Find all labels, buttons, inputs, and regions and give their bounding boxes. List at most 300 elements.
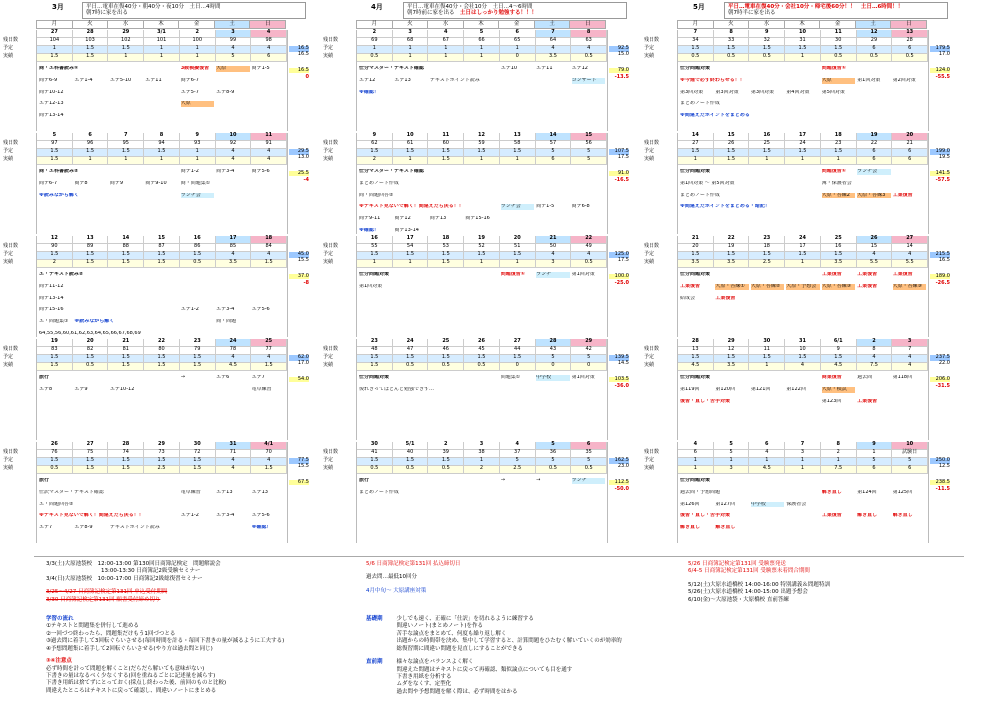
task-entry: エテ5-10	[109, 77, 132, 83]
day-cell: 4	[892, 363, 928, 371]
day-cell: 8	[821, 442, 857, 450]
day-cell: 26	[464, 339, 500, 347]
row-label: 実績	[3, 259, 14, 265]
day-cell: 42	[571, 347, 607, 355]
task-entry: エテ13	[216, 489, 233, 495]
day-cell: 0	[536, 363, 572, 371]
day-cell: 18	[821, 133, 857, 141]
week-tasks	[359, 272, 605, 290]
may-day-header	[677, 20, 927, 29]
day-cell: 1.5	[144, 252, 180, 260]
day-cell: 23	[821, 141, 857, 149]
task-entry: 第4回対策	[786, 89, 810, 95]
week-tasks	[680, 169, 926, 210]
task-entry: 過去問	[857, 375, 873, 380]
row-label: 残日数	[323, 449, 339, 455]
task-entry: ランチ	[572, 478, 605, 484]
day-cell: 1.5	[144, 260, 180, 268]
day-cell: 0.5	[571, 466, 607, 474]
task-entry: 大原	[822, 78, 855, 84]
day-cell: 18	[428, 236, 464, 244]
task-entry: 仕分問題対策	[359, 272, 390, 277]
day-cell: 6	[892, 157, 928, 165]
task-entry: 第125回	[892, 489, 913, 495]
day-cell: 4/1	[251, 442, 287, 450]
day-cell: 1.5	[393, 355, 429, 363]
week-row-real	[678, 260, 928, 268]
day-cell: 86	[180, 244, 216, 252]
task-entry: エテ1-2	[180, 513, 199, 519]
day-cell: 58	[500, 141, 536, 149]
day-cell: 1	[749, 458, 785, 466]
day-cell: 1.5	[108, 458, 144, 466]
day-cell: 4	[892, 355, 928, 363]
day-header-cell: 土	[856, 20, 892, 29]
day-cell: 1.5	[108, 252, 144, 260]
day-cell: 14	[678, 133, 714, 141]
day-cell: 4	[857, 252, 893, 260]
task-entry: ※確認！	[251, 525, 272, 530]
flow-4: ④予想問題集に着手して2回転ぐらいさせる(やり方は過去問と同じ)	[46, 645, 213, 652]
row-label: 残日数	[323, 346, 339, 352]
week-totals	[930, 46, 950, 81]
day-cell: 11	[251, 133, 287, 141]
week-cumulative: 189.0	[930, 274, 950, 280]
week-real-total: 15.5	[297, 256, 309, 263]
day-cell: 79	[180, 347, 216, 355]
day-cell: 1.5	[108, 46, 144, 54]
april-title: 4月	[371, 3, 383, 11]
row-label: 予定	[3, 148, 14, 154]
flow-3: ③過去問に着手して3回転ぐらいさせる(毎回時間を計る・毎回下書きの量が減るように工夫する)	[46, 638, 285, 645]
day-cell: 1	[714, 458, 750, 466]
day-cell: 6	[749, 442, 785, 450]
task-entry: 工業復習	[821, 272, 842, 277]
day-cell: 87	[144, 244, 180, 252]
task-entry: 問題集①	[500, 375, 521, 380]
basic-3: 苦手な論点をまとめて、何度も繰り返し解く	[396, 630, 507, 637]
task-entry: 問題復習①	[821, 66, 846, 71]
may-header-line2: 朝7時半に家を出る	[728, 10, 776, 17]
day-cell: 21	[678, 236, 714, 244]
april-header-box	[403, 2, 627, 19]
task-entry: 商テ9-11	[359, 216, 381, 221]
day-cell: 0.5	[464, 363, 500, 371]
day-cell: 1	[785, 157, 821, 165]
day-cell: 21	[536, 236, 572, 244]
task-entry: 第1回対策	[857, 77, 881, 83]
day-cell: 1.5	[73, 355, 109, 363]
week-tasks	[359, 375, 605, 393]
week-real-total: 17.5	[617, 153, 629, 160]
day-cell: 4	[251, 355, 287, 363]
day-cell: 1	[464, 458, 500, 466]
may-note-1: 5/26 日商簿記検定第131回 受験票発送	[688, 561, 786, 567]
day-cell: 51	[500, 244, 536, 252]
week-tasks	[680, 272, 926, 301]
day-cell: 18	[749, 244, 785, 252]
day-cell: 4	[216, 355, 252, 363]
task-entry: 電卓練習	[180, 489, 201, 495]
day-cell: 56	[571, 141, 607, 149]
day-cell: 1	[678, 157, 714, 165]
day-cell: 1	[180, 46, 216, 54]
day-header-cell: 火	[714, 20, 750, 29]
week-plan-total: 107.5	[609, 149, 629, 155]
task-entry: 商テ13-14	[394, 227, 419, 233]
day-cell: 1	[500, 157, 536, 165]
day-cell: 1	[428, 54, 464, 62]
day-cell: 0.5	[857, 54, 893, 62]
day-cell: 1	[749, 363, 785, 371]
day-cell: 1.5	[428, 260, 464, 268]
row-label: 予定	[323, 354, 334, 360]
task-entry: 商テ8	[74, 180, 88, 186]
day-cell: 4	[749, 450, 785, 458]
may-title: 5月	[693, 3, 705, 11]
week-block	[3, 338, 309, 440]
day-cell: 1.5	[749, 252, 785, 260]
day-cell: 1.5	[144, 363, 180, 371]
week-block	[323, 235, 629, 337]
day-cell: 0.5	[821, 54, 857, 62]
day-cell: 1.5	[180, 252, 216, 260]
day-cell: 102	[108, 38, 144, 46]
task-entry: まとめノート作成	[359, 180, 399, 186]
day-cell: 101	[144, 38, 180, 46]
day-cell: 4	[428, 30, 464, 38]
day-cell: 1.5	[108, 466, 144, 474]
day-cell: 1	[108, 54, 144, 62]
day-cell: 7.5	[821, 466, 857, 474]
row-label: 実績	[644, 465, 655, 471]
day-cell: 1.5	[37, 149, 73, 157]
week-totals	[289, 46, 309, 81]
task-entry: エテ5-6	[251, 513, 270, 519]
week-row-real	[678, 157, 928, 165]
flow-1: ①テキストと問題集を併行して進める	[46, 623, 139, 630]
task-entry: ※テキスト見ないで解く！間違えたら戻る！！	[39, 513, 144, 519]
day-cell: 0.5	[180, 260, 216, 268]
day-cell: 4	[892, 252, 928, 260]
task-entry: 商・エ科書読み②	[39, 169, 79, 174]
day-cell: 1	[678, 458, 714, 466]
row-label: 残日数	[644, 140, 660, 146]
day-cell: 1.5	[785, 355, 821, 363]
day-cell: 2	[464, 466, 500, 474]
day-cell: 1.5	[749, 355, 785, 363]
day-cell: 1.5	[73, 458, 109, 466]
task-entry: 中学校	[751, 502, 784, 508]
row-label: 残日数	[3, 243, 19, 249]
day-cell: 29	[108, 30, 144, 38]
day-cell: 37	[500, 450, 536, 458]
day-cell: 1.5	[428, 149, 464, 157]
day-cell: 5	[536, 355, 572, 363]
day-cell: 3.5	[678, 260, 714, 268]
day-cell: 73	[144, 450, 180, 458]
day-cell: 1	[180, 149, 216, 157]
day-cell: 1.5	[37, 363, 73, 371]
day-cell: 11	[821, 30, 857, 38]
april-note-2: 過去問…最低10回分	[366, 574, 417, 581]
day-cell: 6	[892, 149, 928, 157]
day-cell: 94	[144, 141, 180, 149]
row-label: 残日数	[323, 140, 339, 146]
day-cell: 10	[216, 133, 252, 141]
day-cell: 1.5	[73, 149, 109, 157]
task-entry: 結成会	[680, 295, 696, 301]
day-cell: 1.5	[108, 149, 144, 157]
day-cell: 28	[892, 38, 928, 46]
task-entry: 商業復習	[821, 375, 842, 380]
task-entry: エ・問題集①	[39, 319, 69, 324]
day-cell: 29	[571, 339, 607, 347]
week-tasks	[39, 375, 285, 393]
week-row-real	[37, 260, 287, 268]
task-entry: エテ10	[500, 66, 518, 71]
day-header-cell: 日	[891, 20, 927, 29]
row-label: 予定	[644, 354, 655, 360]
day-cell: 1.5	[821, 355, 857, 363]
day-cell: 0.5	[678, 54, 714, 62]
task-entry: 商テ6-7	[39, 180, 58, 186]
week-block	[644, 29, 950, 131]
day-cell: 4	[216, 157, 252, 165]
day-cell: 29	[857, 38, 893, 46]
week-block	[323, 132, 629, 234]
day-cell: 1.5	[37, 157, 73, 165]
day-cell: 57	[536, 141, 572, 149]
day-cell: 1	[180, 157, 216, 165]
week-block	[323, 441, 629, 543]
day-cell: 1.5	[37, 252, 73, 260]
study-flow-title: 学習の流れ	[46, 616, 74, 622]
day-cell: 61	[393, 141, 429, 149]
task-entry: 工業復習	[892, 272, 913, 277]
week-deficit: 0	[305, 74, 309, 81]
day-cell: 52	[464, 244, 500, 252]
week-cumulative: 37.0	[289, 274, 309, 280]
task-entry: 仕分問題対策	[680, 66, 711, 71]
task-entry: 商テ11-12	[39, 283, 64, 289]
day-header-cell: 木	[464, 20, 500, 29]
day-cell: 2.5	[144, 466, 180, 474]
day-cell: 1.5	[678, 149, 714, 157]
day-cell: 12	[857, 30, 893, 38]
day-cell: 89	[73, 244, 109, 252]
day-cell: 43	[536, 347, 572, 355]
day-cell: 4	[251, 149, 287, 157]
day-cell: 1.5	[785, 252, 821, 260]
day-cell: 1.5	[464, 355, 500, 363]
day-cell: 1.5	[464, 252, 500, 260]
day-cell: 0.5	[37, 466, 73, 474]
week-block	[644, 132, 950, 234]
day-cell: 1	[464, 54, 500, 62]
march-header-line1: 平日…電車在復40分・朝40分・夜10分 土日…4時間	[86, 4, 221, 10]
day-cell: 36	[536, 450, 572, 458]
day-cell: 22	[571, 236, 607, 244]
task-entry: 解き直し	[715, 525, 736, 530]
day-cell: 30	[180, 442, 216, 450]
week-deficit: -36.0	[614, 383, 629, 390]
task-entry: テキストポイント読み	[429, 77, 480, 83]
day-cell: 49	[571, 244, 607, 252]
day-cell: 0.5	[428, 363, 464, 371]
day-cell: 0.5	[73, 363, 109, 371]
task-entry: ※間違えたポイントをまとめる・暗記！	[680, 204, 770, 210]
day-cell: 6	[536, 157, 572, 165]
basic-5: 総復習期に間違い問題を見直しにすることができる	[396, 645, 524, 652]
day-cell: 4	[216, 252, 252, 260]
week-cumulative: 91.0	[609, 171, 629, 177]
task-entry: 工業復習	[715, 295, 736, 301]
march-event-notes	[46, 561, 221, 604]
week-deficit: -4	[303, 177, 309, 184]
week-totals	[609, 355, 629, 390]
day-cell: 3	[216, 30, 252, 38]
march-note-3: 3/4(日)大原池袋校 10:00-17:00 日商簿記2級総復習セミナー	[46, 575, 203, 582]
task-entry: 商テ9	[109, 180, 124, 186]
task-entry: ランチ会	[857, 169, 890, 175]
direct-5: 過去問や予想問題を解く際は、必ず時間をはかる	[396, 688, 518, 695]
may-header-line1b: 土日…6時間！！	[860, 4, 904, 10]
week-plan-total: 125.0	[609, 252, 629, 258]
row-label: 残日数	[644, 37, 660, 43]
day-cell: 4	[216, 458, 252, 466]
day-cell: 99	[216, 38, 252, 46]
day-cell: 1	[821, 458, 857, 466]
day-cell: 26	[857, 236, 893, 244]
task-entry: 商テ1-5	[536, 204, 555, 210]
day-cell: 10	[785, 30, 821, 38]
day-cell: 1.5	[500, 149, 536, 157]
day-cell: 59	[464, 141, 500, 149]
task-entry: 大原・予想会	[786, 284, 819, 290]
day-cell: 4.5	[678, 363, 714, 371]
day-cell: 1.5	[73, 466, 109, 474]
week-cumulative: 112.5	[609, 480, 629, 486]
week-cumulative: 100.0	[609, 274, 629, 280]
week-totals	[930, 149, 950, 184]
day-header-cell: 火	[393, 20, 429, 29]
day-cell: 17	[216, 236, 252, 244]
day-cell: 1.5	[714, 46, 750, 54]
day-cell: 22	[857, 141, 893, 149]
day-cell: 1.5	[428, 252, 464, 260]
task-entry: ※読みながら解く	[74, 319, 115, 324]
day-cell: 41	[357, 450, 393, 458]
week-tasks	[359, 478, 605, 496]
day-cell: 5	[571, 458, 607, 466]
april-note-3: 4月中旬〜 大原講座対策	[366, 587, 427, 594]
day-cell: 3.5	[714, 260, 750, 268]
row-label: 実績	[323, 156, 334, 162]
week-real-total: 16.5	[938, 256, 950, 263]
row-label: 実績	[644, 53, 655, 59]
task-entry: 仕分問題対策	[680, 272, 711, 277]
day-cell: 97	[37, 141, 73, 149]
task-entry: ※読みながら解く	[39, 192, 79, 198]
direct-title: 直前期	[366, 659, 383, 666]
day-cell: 27	[73, 442, 109, 450]
direct-4: ムダをなくす、定型化	[396, 681, 452, 688]
week-deficit: -16.5	[614, 177, 629, 184]
day-cell: 7	[678, 30, 714, 38]
task-entry: ※間違えたポイントをまとめる	[680, 113, 750, 118]
day-cell: 1	[821, 157, 857, 165]
task-entry: エテ12	[359, 77, 376, 83]
day-cell: 1.5	[678, 355, 714, 363]
task-entry: 仕分問題対策	[680, 169, 711, 174]
march-note-4: 3/25〜4/27 日商簿記検定第131回 申込受付期間	[46, 589, 168, 596]
day-cell: 1.5	[714, 149, 750, 157]
day-cell: 98	[251, 38, 287, 46]
day-cell: 17	[785, 244, 821, 252]
week-cumulative: 25.5	[289, 171, 309, 177]
week-block	[644, 235, 950, 337]
day-cell: 1.5	[180, 458, 216, 466]
day-cell: 64	[536, 38, 572, 46]
day-cell: 1.5	[144, 458, 180, 466]
task-entry: 第3回対策	[750, 89, 775, 95]
task-entry: エテ12	[571, 66, 588, 71]
day-cell: 75	[73, 450, 109, 458]
day-cell: 13	[73, 236, 109, 244]
day-cell: 28	[108, 442, 144, 450]
day-cell: 14	[108, 236, 144, 244]
day-cell: 1.5	[144, 149, 180, 157]
week-block	[323, 29, 629, 131]
day-cell: 31	[785, 38, 821, 46]
row-label: 予定	[3, 251, 14, 257]
day-cell: 8	[714, 30, 750, 38]
day-cell: 20	[892, 133, 928, 141]
day-cell: 9	[357, 133, 393, 141]
day-cell: 35	[571, 450, 607, 458]
task-entry: 大原	[181, 101, 214, 107]
day-cell: 0	[571, 363, 607, 371]
week-totals	[609, 46, 629, 81]
task-entry: 商・問題	[216, 319, 237, 324]
task-entry: 旅行	[359, 478, 370, 483]
week-deficit: -50.0	[614, 486, 629, 493]
week-block	[3, 132, 309, 234]
may-note-3: 5/12(土)大原水道橋校 14:00-16:00 特別講義＆問題特訓	[688, 581, 830, 588]
task-entry: 大原・答練③	[822, 284, 855, 290]
row-label: 残日数	[3, 346, 19, 352]
day-cell: 5	[536, 458, 572, 466]
task-entry: 大原・答練3	[857, 193, 890, 199]
day-header-cell: 月	[36, 20, 73, 29]
row-label: 残日数	[644, 243, 660, 249]
task-entry: 工業復習	[892, 192, 913, 198]
week-totals	[930, 252, 950, 287]
day-cell: 5	[714, 442, 750, 450]
day-cell: 12	[714, 347, 750, 355]
day-cell: 81	[108, 347, 144, 355]
day-cell: 1.5	[428, 355, 464, 363]
day-cell: 48	[357, 347, 393, 355]
task-entry: 大原・模試	[822, 387, 855, 393]
day-cell: 1.5	[180, 355, 216, 363]
week-real-total: 15.0	[617, 50, 629, 57]
day-cell: 4	[785, 363, 821, 371]
day-cell: 3	[785, 450, 821, 458]
week-tasks	[680, 478, 926, 531]
day-header-cell: 木	[785, 20, 821, 29]
